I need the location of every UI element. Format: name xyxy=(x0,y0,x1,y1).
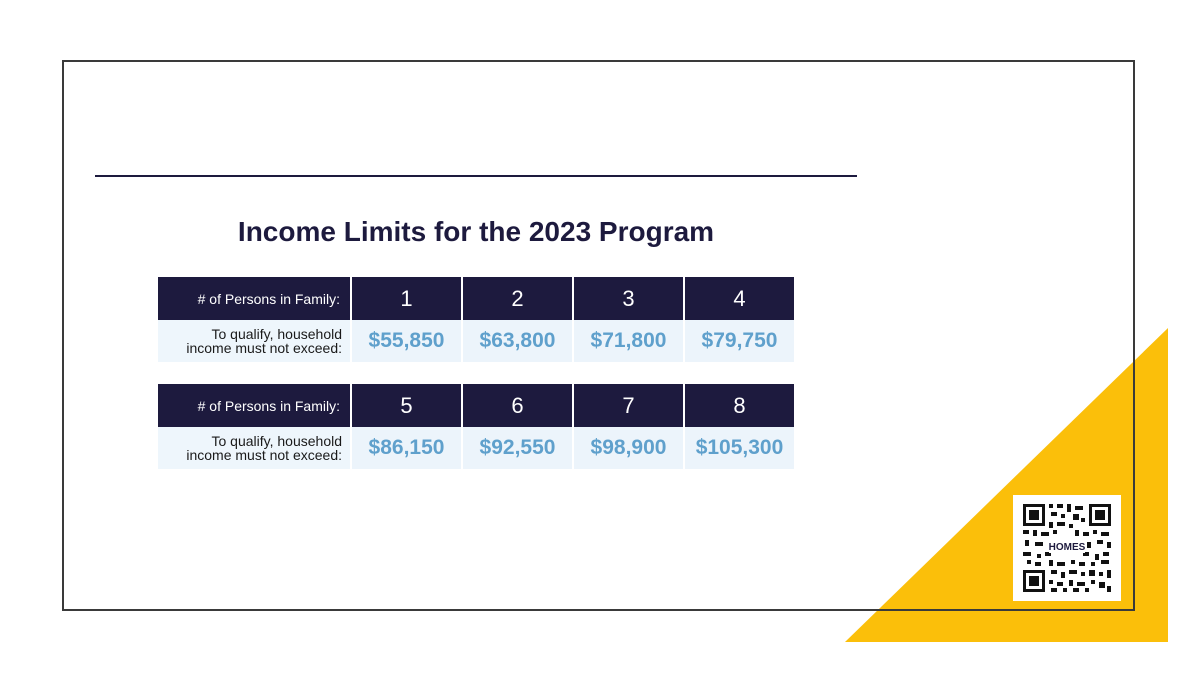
income-limit-value: $79,750 xyxy=(685,320,794,362)
page-title: Income Limits for the 2023 Program xyxy=(237,216,715,247)
qr-logo-text: HOMES xyxy=(1048,542,1086,553)
persons-count: 1 xyxy=(352,277,461,320)
income-limit-label-line1: To qualify, household xyxy=(211,326,342,342)
income-limit-label xyxy=(158,427,350,469)
income-limit-label xyxy=(158,320,350,362)
income-limit-row xyxy=(158,427,794,469)
persons-count: 7 xyxy=(574,384,683,427)
persons-row xyxy=(158,277,794,320)
persons-label: # of Persons in Family: xyxy=(158,384,350,427)
income-limit-value: $55,850 xyxy=(352,320,461,362)
persons-count: 6 xyxy=(463,384,572,427)
income-limits-table-2 xyxy=(156,384,796,469)
income-limit-value: $86,150 xyxy=(352,427,461,469)
persons-count: 3 xyxy=(574,277,683,320)
persons-count: 4 xyxy=(685,277,794,320)
persons-count: 5 xyxy=(352,384,461,427)
persons-label: # of Persons in Family: xyxy=(158,277,350,320)
income-limit-value: $92,550 xyxy=(463,427,572,469)
income-limit-label-line1: To qualify, household xyxy=(211,433,342,449)
income-limits-table-1 xyxy=(156,277,796,362)
income-limit-value: $98,900 xyxy=(574,427,683,469)
income-limit-value: $63,800 xyxy=(463,320,572,362)
income-limit-row xyxy=(158,320,794,362)
persons-count: 8 xyxy=(685,384,794,427)
qr-code[interactable] xyxy=(1013,495,1121,601)
income-limit-value: $105,300 xyxy=(685,427,794,469)
divider-line xyxy=(95,175,857,177)
income-limit-value: $71,800 xyxy=(574,320,683,362)
income-limit-label-line2: income must not exceed: xyxy=(186,447,342,463)
income-limit-label-line2: income must not exceed: xyxy=(186,340,342,356)
persons-row xyxy=(158,384,794,427)
persons-count: 2 xyxy=(463,277,572,320)
qr-code-icon xyxy=(1013,495,1121,601)
